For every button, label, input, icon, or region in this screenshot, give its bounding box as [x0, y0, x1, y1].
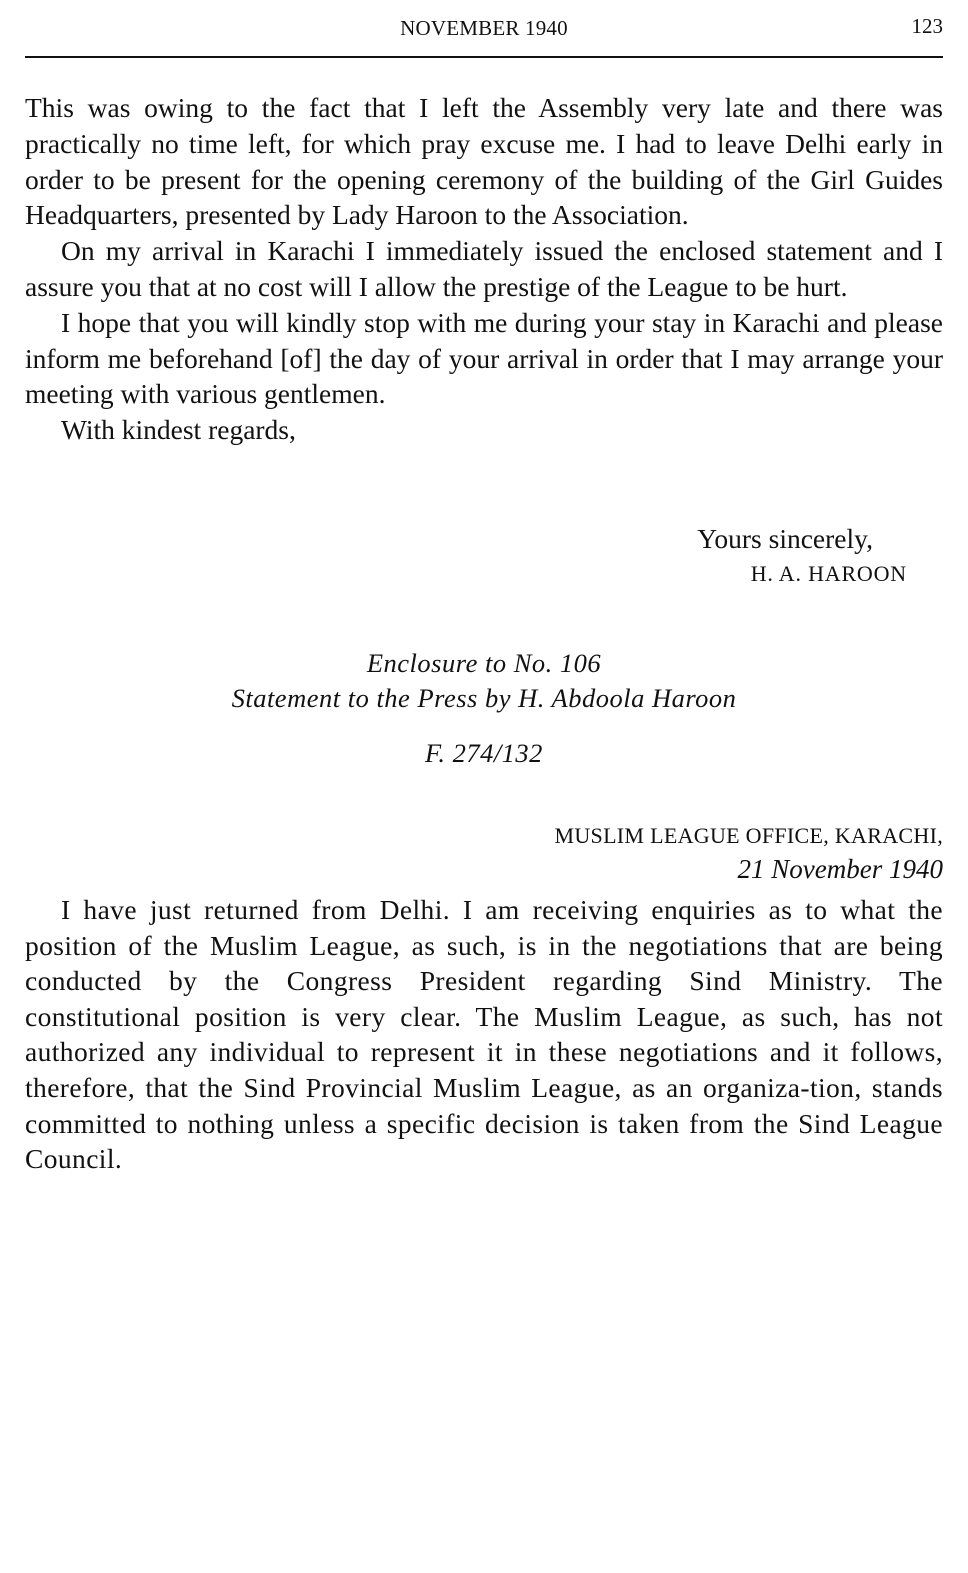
running-title: NOVEMBER 1940: [400, 16, 568, 40]
running-head: [25, 14, 943, 44]
dateline: [554, 820, 943, 886]
letter-paragraph-2: On my arrival in Karachi I immediately issued the enclosed statement and I assure you that at no cost will I allow the prestige of the League to be hurt.: [25, 235, 943, 302]
book-page: [25, 0, 943, 1573]
dateline-place: MUSLIM LEAGUE OFFICE, KARACHI,: [554, 823, 943, 848]
letter-closing: [25, 521, 943, 591]
enclosure-heading: [25, 646, 943, 771]
page-number: 123: [911, 14, 943, 38]
signature: H. A. HAROON: [750, 561, 907, 586]
letter-paragraph-3: I hope that you will kindly stop with me during your stay in Karachi and please inform me beforehand [of] the day of your arrival in order that I may arrange your meeting with various gentlemen.: [25, 306, 943, 410]
valediction: Yours sincerely,: [697, 523, 873, 554]
letter-paragraph-4: With kindest regards,: [61, 414, 296, 446]
enclosure-title: Enclosure to No. 106: [366, 648, 602, 678]
file-reference: F. 274/132: [425, 738, 543, 768]
press-statement: I have just returned from Delhi. I am receiving enquiries as to what the position of the Muslim League, as such, is in the negotiations that are being conducted by the Congress President regarding Sind Ministry. The constitutional position is very clear. The Muslim League, as such, has not authorized any individual to represent it in these negotiations and it follows, therefore, that the Sind Provincial Muslim League, as an organiza-tion, stands committed to nothing unless a specific decision is taken from the Sind League Council.: [25, 894, 943, 1175]
letter-body: [25, 90, 943, 448]
letter-paragraph-1: This was owing to the fact that I left the Assembly very late and there was practically no time left, for which pray excuse me. I had to leave Delhi early in order to be present for the opening ceremony of the building of the Girl Guides Headquarters, presented by Lady Haroon to the Association.: [25, 92, 943, 231]
header-rule: [25, 56, 943, 58]
dateline-date: 21 November 1940: [737, 854, 943, 884]
enclosure-subtitle: Statement to the Press by H. Abdoola Haroon: [231, 683, 737, 713]
